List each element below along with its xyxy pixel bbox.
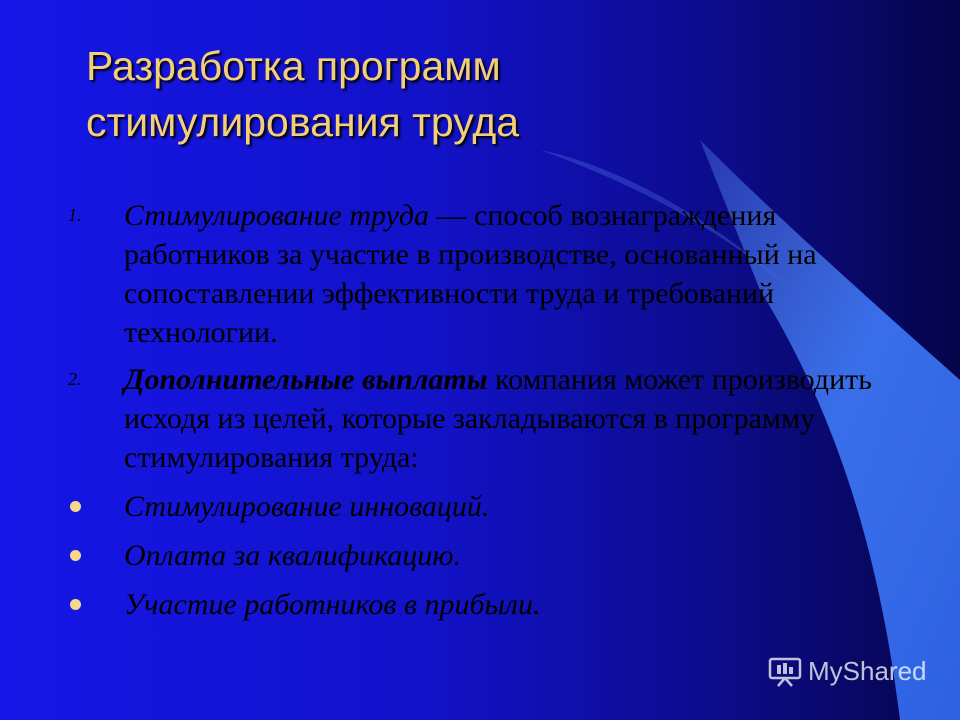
item-text: — способ вознаграждения работников за участие в производстве, основанный на сопоставлении эффективности труда и требований технологии. (124, 199, 817, 349)
numbered-item-1 (66, 196, 896, 352)
item-number: 1. (68, 205, 82, 225)
watermark-text: MyShared (808, 656, 927, 686)
item-lead: Стимулирование труда (124, 199, 430, 232)
bullet-text: Стимулирование инноваций. (124, 490, 490, 523)
bullet-item (66, 536, 896, 575)
item-text: компания может производить исходя из целей, которые закладываются в программу стимулирования труда: (124, 363, 872, 474)
title-line-2: стимулирования труда (86, 99, 520, 145)
watermark (768, 656, 927, 687)
presentation-board-icon (768, 657, 802, 687)
bullet-dot-icon (70, 550, 81, 561)
bullet-item (66, 487, 896, 526)
bullet-dot-icon (70, 599, 81, 610)
slide-body (66, 196, 896, 634)
item-number: 2. (68, 369, 82, 389)
bullet-dot-icon (70, 501, 81, 512)
title-line-1: Разработка программ (86, 43, 501, 89)
item-lead: Дополнительные выплаты (124, 363, 488, 396)
bullet-text: Оплата за квалификацию. (124, 539, 462, 572)
slide-title (86, 38, 806, 150)
bullet-item (66, 585, 896, 624)
bullet-text: Участие работников в прибыли. (124, 588, 541, 621)
numbered-item-2 (66, 360, 896, 477)
